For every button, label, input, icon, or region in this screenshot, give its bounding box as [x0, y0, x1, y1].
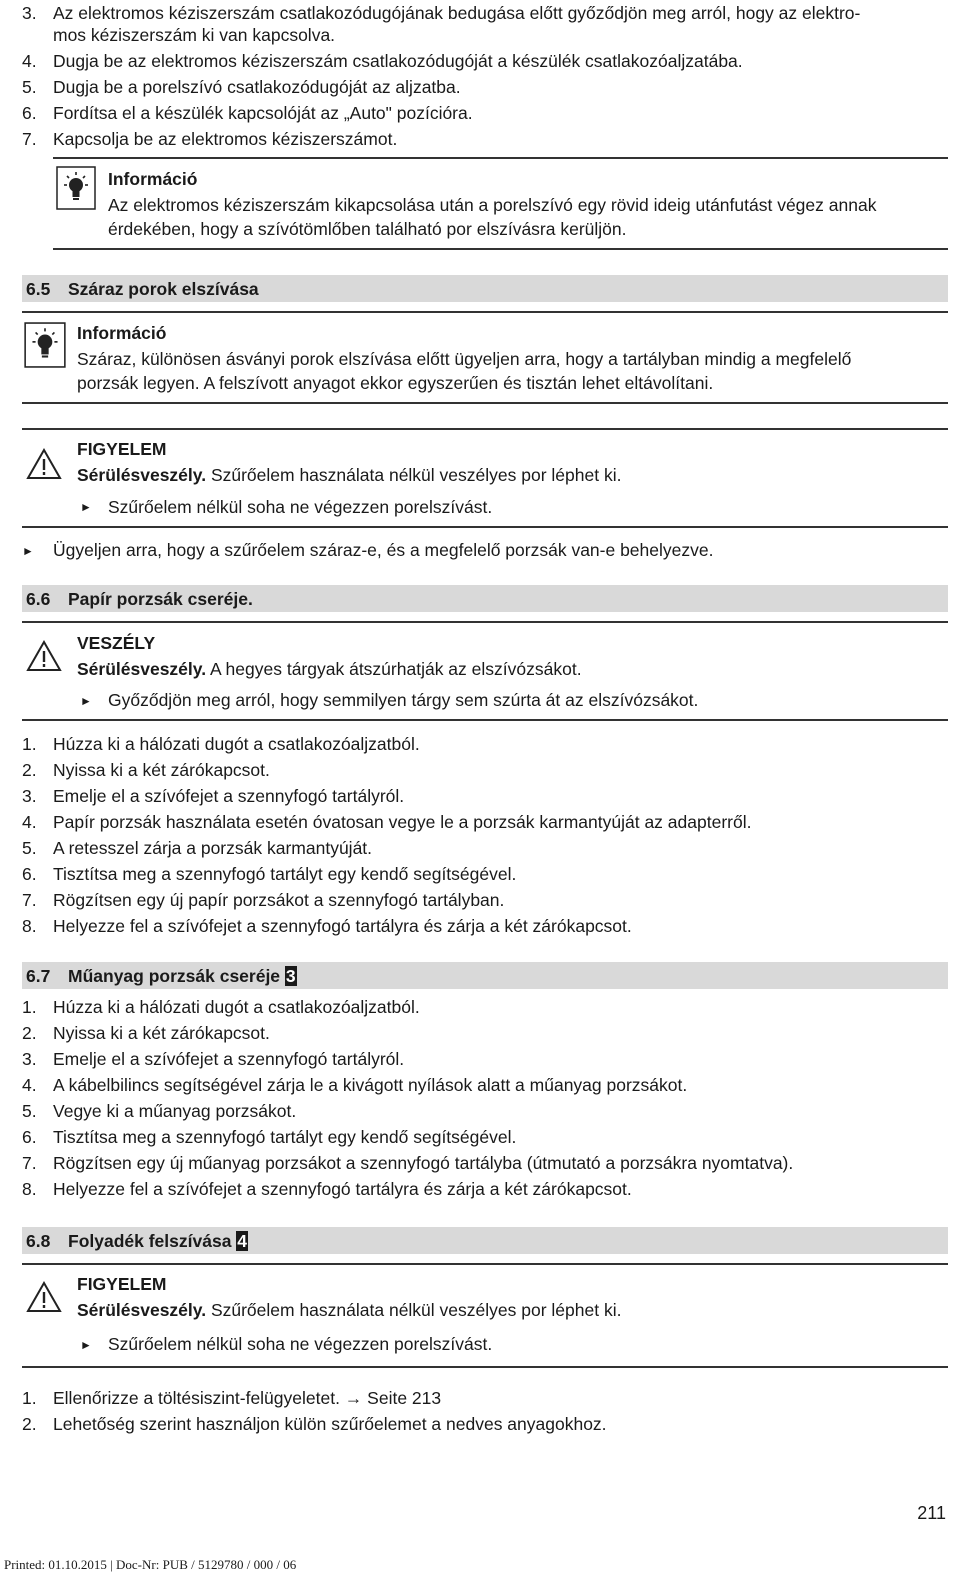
step-number: 3.	[22, 3, 37, 23]
step-number: 5.	[22, 77, 37, 97]
divider	[22, 402, 948, 404]
step-number: 5.	[22, 1101, 37, 1121]
section-heading-6-8	[22, 1227, 948, 1254]
section-heading-6-5	[22, 275, 948, 302]
step-number: 2.	[22, 1414, 37, 1434]
section-title: Műanyag porzsák cseréje	[68, 966, 281, 986]
section-title-wrap	[68, 962, 297, 990]
page-number: 211	[917, 1503, 946, 1523]
warning-triangle-icon	[26, 448, 62, 480]
step-number: 8.	[22, 916, 37, 936]
step-number: 7.	[22, 890, 37, 910]
step-text-cont: mos kéziszerszám ki van kapcsolva.	[53, 25, 336, 45]
warning-title: FIGYELEM	[77, 439, 167, 459]
step-text: Nyissa ki a két zárókapcsot.	[53, 760, 270, 780]
section-number: 6.5	[26, 279, 51, 299]
step-number: 7.	[22, 129, 37, 149]
step-text: Fordítsa el a készülék kapcsolóját az „Auto" pozícióra.	[53, 103, 473, 123]
print-footer: Printed: 01.10.2015 | Doc-Nr: PUB / 5129780 / 000 / 06	[4, 1557, 297, 1572]
step-text: Dugja be az elektromos kéziszerszám csatlakozódugóját a készülék csatlakozóaljzatába.	[53, 51, 743, 71]
divider	[22, 1263, 948, 1265]
danger-text	[77, 656, 582, 682]
section-number: 6.7	[26, 966, 51, 986]
section-title: Papír porzsák cseréje.	[68, 589, 253, 609]
step-text: Vegye ki a műanyag porzsákot.	[53, 1101, 297, 1121]
danger-body: A hegyes tárgyak átszúrhatják az elszívózsákot.	[206, 659, 582, 679]
step-number: 1.	[22, 734, 37, 754]
step-number: 4.	[22, 812, 37, 832]
step-number: 7.	[22, 1153, 37, 1173]
info-text: Az elektromos kéziszerszám kikapcsolása után a porelszívó egy rövid ideig utánfutást végez annak	[108, 195, 877, 215]
step-number: 6.	[22, 1127, 37, 1147]
step-number: 8.	[22, 1179, 37, 1199]
step-text: A kábelbilincs segítségével zárja le a kivágott nyílások alatt a műanyag porzsákot.	[53, 1075, 688, 1095]
warning-title: FIGYELEM	[77, 1274, 167, 1294]
warning-text	[77, 462, 621, 488]
figure-ref-badge: 4	[237, 1231, 248, 1251]
instruction-bullet: Ügyeljen arra, hogy a szűrőelem száraz-e, és a megfelelő porzsák van-e behelyezve.	[53, 540, 714, 560]
step-text: Tisztítsa meg a szennyfogó tartályt egy kendő segítségével.	[53, 1127, 517, 1147]
step-text: Helyezze fel a szívófejet a szennyfogó tartályra és zárja a két zárókapcsot.	[53, 916, 632, 936]
section-number: 6.6	[26, 589, 51, 609]
divider	[53, 157, 948, 159]
step-text: Emelje el a szívófejet a szennyfogó tartályról.	[53, 1049, 405, 1069]
warning-lead: Sérülésveszély.	[77, 1300, 207, 1320]
info-title: Információ	[108, 169, 198, 189]
triangle-bullet-icon: ►	[80, 694, 92, 708]
step-text: Az elektromos kéziszerszám csatlakozódugójának bedugása előtt győződjön meg arról, hogy az elektro-	[53, 3, 861, 23]
step-number: 1.	[22, 997, 37, 1017]
section-title-wrap	[68, 1227, 248, 1255]
warning-lead: Sérülésveszély.	[77, 465, 207, 485]
divider	[22, 621, 948, 623]
warning-triangle-icon	[26, 1281, 62, 1313]
triangle-bullet-icon: ►	[22, 544, 34, 558]
info-text: Száraz, különösen ásványi porok elszívása előtt ügyeljen arra, hogy a tartályban mindig a megfelelő	[77, 349, 852, 369]
divider	[22, 719, 948, 721]
step-text: Kapcsolja be az elektromos kéziszerszámot.	[53, 129, 398, 149]
section-heading-6-6	[22, 585, 948, 612]
step-text: Rögzítsen egy új műanyag porzsákot a szennyfogó tartályba (útmutató a porzsákra nyomtatva).	[53, 1153, 794, 1173]
danger-title: VESZÉLY	[77, 633, 156, 653]
step-text: Papír porzsák használata esetén óvatosan vegye le a porzsák karmantyúját az adapterről.	[53, 812, 752, 832]
step-number: 5.	[22, 838, 37, 858]
step-text: A retesszel zárja a porzsák karmantyúját.	[53, 838, 373, 858]
step-number: 2.	[22, 1023, 37, 1043]
section-title: Folyadék felszívása	[68, 1231, 232, 1251]
step-number: 3.	[22, 786, 37, 806]
info-text-cont: porzsák legyen. A felszívott anyagot ekkor egyszerűen és tisztán lehet eltávolítani.	[77, 373, 714, 393]
step-text: Emelje el a szívófejet a szennyfogó tartályról.	[53, 786, 405, 806]
triangle-bullet-icon: ►	[80, 1338, 92, 1352]
warning-body: Szűrőelem használata nélkül veszélyes por léphet ki.	[206, 465, 622, 485]
triangle-bullet-icon: ►	[80, 500, 92, 514]
figure-ref-badge: 3	[285, 966, 296, 986]
step-text: Nyissa ki a két zárókapcsot.	[53, 1023, 270, 1043]
step-number: 4.	[22, 51, 37, 71]
step-number: 2.	[22, 760, 37, 780]
danger-lead: Sérülésveszély.	[77, 659, 207, 679]
danger-bullet: Győződjön meg arról, hogy semmilyen tárgy sem szúrta át az elszívózsákot.	[108, 690, 699, 710]
step-text: Tisztítsa meg a szennyfogó tartályt egy kendő segítségével.	[53, 864, 517, 884]
section-number: 6.8	[26, 1231, 51, 1251]
warning-text	[77, 1297, 621, 1323]
divider	[22, 526, 948, 528]
step-text: Helyezze fel a szívófejet a szennyfogó tartályra és zárja a két zárókapcsot.	[53, 1179, 632, 1199]
warning-body: Szűrőelem használata nélkül veszélyes por léphet ki.	[206, 1300, 622, 1320]
warning-triangle-icon	[26, 640, 62, 672]
step-text: Rögzítsen egy új papír porzsákot a szennyfogó tartályban.	[53, 890, 505, 910]
step-number: 1.	[22, 1388, 37, 1408]
step-text: Lehetőség szerint használjon külön szűrőelemet a nedves anyagokhoz.	[53, 1414, 607, 1434]
section-title: Száraz porok elszívása	[68, 279, 259, 299]
step-number: 4.	[22, 1075, 37, 1095]
step-text: Húzza ki a hálózati dugót a csatlakozóaljzatból.	[53, 734, 420, 754]
step-number: 3.	[22, 1049, 37, 1069]
step-text: Dugja be a porelszívó csatlakozódugóját az aljzatba.	[53, 77, 461, 97]
info-title: Információ	[77, 323, 167, 343]
info-text-cont: érdekében, hogy a szívótömlőben található por elszívásra kerüljön.	[108, 219, 627, 239]
step-text: Ellenőrizze a töltésiszint-felügyeletet. → Seite 213	[53, 1388, 442, 1408]
step-number: 6.	[22, 864, 37, 884]
section-heading-6-7	[22, 962, 948, 989]
lightbulb-icon	[24, 322, 66, 368]
step-text: Húzza ki a hálózati dugót a csatlakozóaljzatból.	[53, 997, 420, 1017]
divider	[22, 1366, 948, 1368]
warning-bullet: Szűrőelem nélkül soha ne végezzen porelszívást.	[108, 1334, 493, 1354]
step-number: 6.	[22, 103, 37, 123]
warning-bullet: Szűrőelem nélkül soha ne végezzen porelszívást.	[108, 497, 493, 517]
divider	[22, 311, 948, 313]
divider	[22, 428, 948, 430]
lightbulb-icon	[56, 166, 96, 210]
divider	[53, 248, 948, 250]
